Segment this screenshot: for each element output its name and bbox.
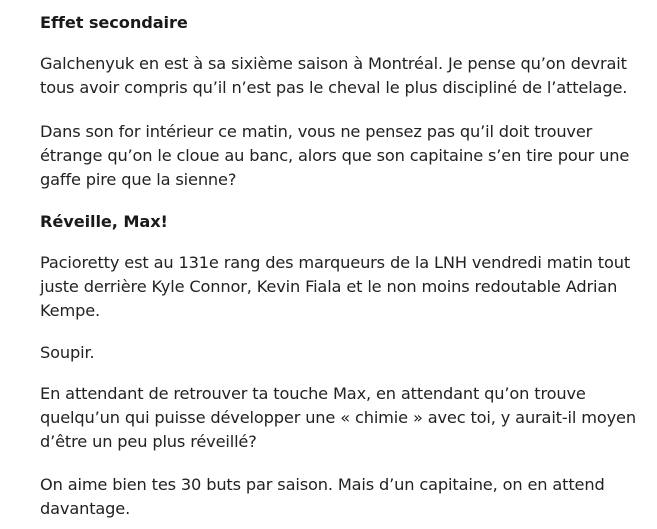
section-heading-reveille-max: Réveille, Max!	[40, 212, 168, 231]
article-paragraph: Galchenyuk en est à sa sixième saison à Montréal. Je pense qu’on devrait tous avoir compris qu’il n’est pas le cheval le plus discipliné de l’attelage.	[40, 54, 628, 97]
article-paragraph: Soupir.	[40, 343, 95, 362]
article-paragraph: En attendant de retrouver ta touche Max, en attendant qu’on trouve quelqu’un qui puisse développer une « chimie » avec toi, y aurait-il moyen d’être un peu plus réveillé?	[40, 384, 636, 451]
article-paragraph: On aime bien tes 30 buts par saison. Mais d’un capitaine, on en attend davantage.	[40, 475, 605, 518]
section-heading-effet-secondaire: Effet secondaire	[40, 13, 188, 32]
article-paragraph: Pacioretty est au 131e rang des marqueurs de la LNH vendredi matin tout juste derrière Kyle Connor, Kevin Fiala et le non moins redoutable Adrian Kempe.	[40, 253, 631, 320]
article-paragraph: Dans son for intérieur ce matin, vous ne pensez pas qu’il doit trouver étrange qu’on le cloue au banc, alors que son capitaine s’en tire pour une gaffe pire que la sienne?	[40, 122, 630, 189]
